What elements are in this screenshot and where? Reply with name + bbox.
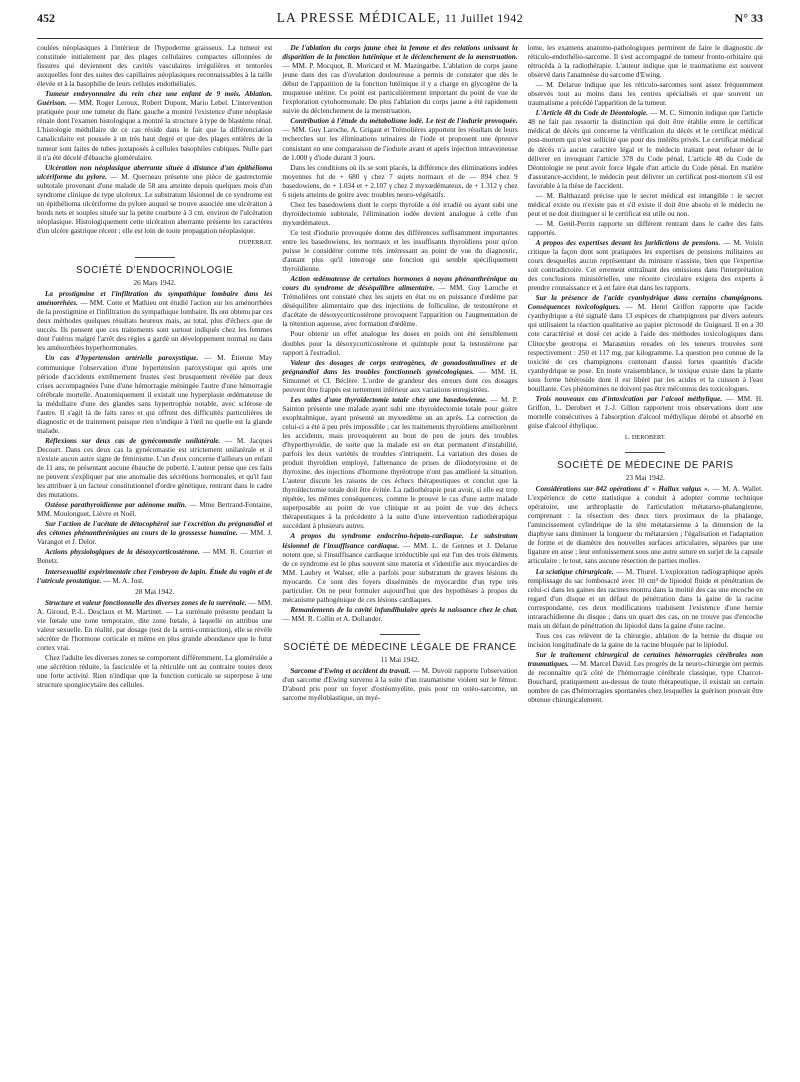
communication: [528, 109, 763, 190]
communication-title: La sciatique chirurgicale.: [535, 567, 614, 576]
communication-title: Sur le traitement chirurgical de certaines hémorragies cérébrales non traumatiques.: [527, 650, 763, 668]
section-heading: SOCIÉTÉ DE MÉDECINE LÉGALE DE FRANCE: [283, 641, 517, 653]
paragraph: coulées néoplasiques à l'intérieur de l'hypoderme graisseux. La tumeur est constituée initialement par des plages cellulaires compactes sillonnées de fissures qui deviennent des cavités vasculaires irrégulières et tentorées auxquelles font des suites des capillaires néoplasiques reconnaissables à la taille élevée et à la basophilie de leurs cellules endothéliales.: [37, 44, 273, 89]
communication-body: — MM. R. Courrier et Benetz.: [37, 548, 273, 566]
communication-title: Ulcération non néoplasique aberrante située à distance d'un épithélioma ulcériforme du pylore.: [37, 163, 273, 181]
paragraph: Chez les basedowiens dont le corps thyroïde a été irradié ou ayant subi une thyroïdectomie subtotale, l'élimination iodée devient analogue à celle d'un myxœdémateux.: [282, 200, 518, 227]
communication-body: — MM. Guy Laroche, A. Grigaut et Trémolières apportent les résultats de leurs recherches sur les éliminations urinaires de l'iode et proposent une épreuve consistant en une comparaison de l'iodurie avant et après injection intraveineuse de 1.000 γ d'iode durant 3 jours.: [282, 126, 518, 162]
communication: [528, 239, 763, 293]
communication: [37, 520, 272, 547]
communication-body: — M. Marcel David. Les progrès de la neuro-chirurgie ont permis de reconnaître qu'à côté de l'hémorragie cérébrale classique, type Charcot-Bouchard, pratiquement au-dessus de toute thérapeutique, il existait un certain nombre de cas d'hémorragies spontanées chez lesquelles la guérison pouvait être obtenue chirurgicalement.: [527, 660, 763, 705]
communication-body: — MM. H. Simonnet et Cl. Béclère. L'ordre de grandeur des erreurs dont ces dosages peuvent être frappés est nettement inférieur aux variations enregistrées.: [282, 367, 518, 394]
communication: [282, 359, 517, 395]
section-divider: [135, 257, 175, 258]
page-number: 452: [37, 11, 55, 25]
section-divider: [380, 634, 420, 635]
session-date: 11 Mai 1942.: [380, 655, 420, 664]
communication-body: — M. Étienne May communique l'observation d'une hypertension paroxystique qui après une période d'accidents extrêmement frustes s'est brusquement révélée par deux crises accompagnées l'une d'une hémorragie méningée l'autre d'une hémorragie cérébrale mortelle. Anatomiquement il existait une hyperplasie œdémateuse de la médullaire d'une des glandes sans hypertrophie notable, avec sclérose de l'autre. Il s'agit là de faits rares et qui offrent des difficultés particulières de diagnostic et de traitement puisque rien n'indique à l'œil nu quelle est la glande malade.: [37, 354, 273, 435]
paragraph: — M. Genil-Perrin rapporte un différent rentrant dans le cadre des faits rapportés.: [527, 219, 763, 237]
communication: [37, 90, 272, 162]
communication-title: Considérations sur 842 opérations d' « Hallux valgus ».: [535, 485, 710, 494]
communication-body: — MM. Cotte et Mathieu ont étudié l'action sur les aménorrhées de la prostigmine et l'infiltration du sympathique lombaire. Ils ont obtenu par ces deux méthodes quelques résultats heureux mais, au total, plus d'échecs que de succès. Ils pensent que ces traitements sont surtout indiqués chez les femmes dont l'utérus malgré l'arrêt des règles a gardé un développement normal ou dans les aménorrhées hyperhormonales.: [37, 299, 273, 353]
communication: [37, 568, 272, 586]
communication: [37, 437, 272, 500]
communication-body: — MM. P. Mocquot, R. Moricard et M. Mazingarbe. L'ablation de corps jaune jeune dans des cas d'ovulation douloureuse a permis de constater que dès le début de l'apparition de la fonction lutéinique il y a charge en glycogène de la muqueuse utérine. Ce point est particulièrement important du point de vue de l'exploration cytohormonale. De plus l'ablation du corps jaune a été rapidement suivie du déclenchement de la menstruation.: [282, 62, 518, 116]
communication-title: Les suites d'une thyroïdectomie totale chez une basedowienne.: [290, 395, 488, 404]
communication: [37, 290, 272, 353]
author-signature: L. DEROBERT.: [624, 433, 666, 441]
communication-title: Structure et valeur fonctionnelle des diverses zones de la surrénale.: [45, 598, 247, 607]
communication: [37, 164, 272, 236]
communication-body: — MM. Guy Laroche et Trémolières ont constaté chez les sujets en état ou en puissance d'œdème par déséquilibre alimentaire que des injections de folliculine, de testostérone et d'acétate de désoxycorticostérone provoquent l'apparition ou l'augmentation de la rétention aqueuse, avec formation d'œdème.: [282, 284, 518, 329]
communication: [528, 294, 763, 394]
communication-title: Sur la présence de l'acide cyanhydrique dans certains champignons. Conséquences toxicologiques.: [527, 294, 763, 312]
communication: [282, 667, 517, 703]
communication: [528, 485, 763, 566]
communication-title: Remaniements de la cavité infundibulaire après la naissance chez le chat.: [290, 605, 518, 614]
communication-title: A propos du syndrome endocrino-hépato-cardiaque. Le substratum lésionnel de l'insuffisance cardiaque.: [282, 532, 518, 550]
communication: [528, 568, 763, 631]
communication: [37, 548, 272, 566]
column-left: [37, 44, 272, 706]
paragraph: Ce test d'iodurie provoquée donne des différences suffisamment importantes entre les basedowiens, les normaux et les insuffisants thyroïdiens pour qu'on puisse le considérer comme très intéressant au point de vue du diagnostic, d'autant plus qu'il interroge une fonction qui semble spécifiquement thyroïdienne.: [282, 228, 518, 274]
communication-body: — MM. R. Collin et A. Dollander.: [282, 614, 383, 623]
section-divider: [625, 452, 665, 453]
communication: [282, 275, 517, 329]
communication: [282, 117, 517, 162]
communication: [37, 501, 272, 519]
session-date: 23 Mai 1942.: [625, 473, 665, 483]
communication-title: La prostigmine et l'infiltration du sympathique lombaire dans les aménorrhées.: [37, 290, 273, 308]
communication-body: — M. A. Wallet. L'expérience de cette statistique a conduit à adopter comme technique opératoire, une arthroplastie de l'articulation métatarso-phalangienne, comprenant : la résection des deux tiers proximaux de la phalange, l'amincissement cylindrique de la tête métatarsienne à la dimension de la diaphyse sans diminuer la longueur du métatarsien ; l'égalisation et l'adaptation de forme et de diamètre des nouvelles surfaces articulaires, séparées par une ligature en anse ; leur enfouissement sous une autre suture en surjet de la capsule articulaire : le tout, sans aucune résection de parties molles.: [527, 485, 763, 566]
communication-body: — M. Voisin critique la façon dont sont pratiquées les expertises de pensions militaires au cours desquelles aucun représentant du ministre n'assiste, bien que l'expertise soit contradictoire. Cet errement entraînant des omissions dans l'interprétation des conclusions ministérielles, une récente circulaire exigera des experts à prendre connaissance et à en faire état dans les rapports.: [527, 238, 763, 293]
communication-title: Réflexions sur deux cas de gynécomastie unilatérale.: [45, 436, 221, 445]
communication-body: — M. Thurel. L'exploration radiographique après remplissage du sac lombosacré avec 10 cm³ de lipiodol fluide et pénétration de celui-ci dans les gaines des racines montra dans la moitié des cas une encoche en regard d'un disque et un défaut de pénétration dans la gaine de la racine correspondante, ces deux modifications traduisent l'existence d'une hernie intrarachidienne du disque ; dans un quart des cas, on ne trouve pas d'encoche mais un défaut de pénétration du lipiodol dans la gaine d'une racine.: [527, 567, 763, 630]
issue-number: N° 33: [734, 11, 763, 25]
communication-title: Contribution à l'étude du métabolisme iodé. Le test de l'iodurie provoquée.: [290, 117, 518, 126]
communication-title: Tumeur embryonnaire du rein chez une enfant de 9 mois. Ablation. Guérison.: [37, 90, 273, 108]
section-heading: SOCIÉTÉ DE MÉDECINE DE PARIS: [557, 460, 734, 472]
communication: [528, 651, 763, 705]
communication-body: — M. A. Jost.: [101, 576, 144, 585]
journal-name: LA PRESSE MÉDICALE,: [276, 10, 441, 25]
communication-body: — M. Jacques Decourt. Dans ces deux cas la gynécomastie est strictement unilatérale et il n'existe aucun autre signe de féminisme. L'un d'eux concerne d'ailleurs un enfant de 11 ans, ne présentant aucune ébauche de puberté. L'auteur pense que ces faits ne peuvent s'expliquer par une anomalie des sécrétions hormonales, et qu'il faut les attribuer à un facteur constitutionnel d'ordre génétique, rentrant dans le cadre des mutations.: [37, 436, 273, 500]
section-heading: SOCIÉTÉ D'ENDOCRINOLOGIE: [76, 265, 234, 277]
communication-title: Trois nouveaux cas d'intoxication par l'alcool méthylique.: [535, 394, 723, 403]
communication-title: Actions physiologiques de la désoxycorticostérone.: [45, 548, 200, 557]
communication: [282, 532, 517, 604]
communication-body: — MM. Roger Leroux, Robert Dupont, Mario Lebel. L'intervention pratiquée pour une tumeur du flanc gauche a montré l'existence d'une néoplasie rénale dont l'examen histologique a montré la structure à type de blastème rénal. L'histologie médullaire de ce cas réside dans le fait que la différenciation canaliculaire est poussée à un très haut degré et que des plages entières de la tumeur sont faites de tubes juxtaposés à cellules basophiles cubiques. Nulle part il n'a été décelé d'ébauche glomérulaire.: [37, 99, 273, 162]
communication: [37, 354, 272, 435]
communication: [37, 599, 272, 653]
communication: [282, 606, 517, 624]
issue-date: 11 Juillet 1942: [444, 11, 524, 25]
communication: [282, 396, 517, 532]
communication-title: Sur l'action de l'acétate de détocophérol sur l'excrétion du prégnandiol et des cétones phénanthréniques au cours de la grossesse humaine.: [37, 520, 273, 538]
communication-body: — MM. J. Varangot et J. Delor.: [37, 529, 273, 547]
paragraph: Pour obtenir un effet analogue les doses en poids ont été sensiblement doubles pour la désoxycorticostérone et quintuple pour la testostérone par rapport à l'estradiol.: [282, 330, 518, 357]
paragraph: Chez l'adulte les diverses zones se comportent différemment. La glomérulée a une sécrétion réduite, la fasciculée et la réticulée ont au contraire toutes deux une forte activité. Rien n'indique que la fonction corticale se superpose à une structure spongiocytaire des cellules.: [37, 653, 273, 690]
communication-body: — MM. L. de Gennes et J. Delarue notent que, si l'insuffisance cardiaque irréductible qui est l'un des trois éléments de ce syndrome est le plus souvent sine materia et s'identifie aux myocardies de MM. Laubry et Walser, elle a parfois pour substratum de graves lésions du myocarde. Ce sont des foyers disséminés de myocardite d'un type très particulier. On ne peut formuler aujourd'hui que des hypothèses à propos du mécanisme pathogénique de ces lésions cardiaques.: [282, 541, 518, 604]
communication: [528, 395, 763, 431]
communication-title: Action œdémateuse de certaines hormones à noyau phénanthrénique au cours du syndrome de déséquilibre alimentaire.: [282, 275, 518, 293]
session-date: 26 Mars 1942.: [133, 278, 176, 288]
communication-title: Ostéose parathyroïdienne par adénome malin.: [45, 501, 187, 510]
paragraph: lome, les examens anatomo-pathologiques permirent de faire le diagnostic de réticulo-endothélio-sarcome. Il s'est accompagné de tumeur fronto-orbitaire qui rétrocéda à la radiothérapie. L'auteur indique que le traumatisme est souvent observé dans l'anamnèse du sarcome d'Ewing.: [527, 44, 763, 80]
column-right: [528, 44, 763, 706]
communication-body: — M. C. Simonin indique que l'article 48 ne fait pas ressortir la distinction qui doit être établie entre le certificat médical de décès qui concerne la vérification du décès et le certificat médical post-mortem qui n'est sollicité que pour des intérêts privés. Le certificat médical de décès n'a aucun caractère légal et le médecin traitant peut refuser de le délivrer en invoquant l'article 378 du Code pénal. L'article 48 du Code de Déontologie ne peut avoir force légale d'un article du Code pénal. En matière d'assurance-accident, le médecin peut délivrer un certificat post-mortem s'il est favorable à la thèse de l'accident.: [527, 109, 763, 190]
communication-title: A propos des expertises devant les juridictions de pensions.: [535, 238, 721, 247]
communication-title: Sarcome d'Ewing et accident du travail.: [290, 667, 411, 676]
column-middle: [282, 44, 517, 706]
communication-body: — M. Henri Griffon rapporte que l'acide cyanhydrique a été signalé dans 13 espèces de champignons par divers auteurs qui utilisaient la réaction qualitative au papier picrosodé de Guignard. Il en a 30 cote caractérisé et dosé cet acide à l'aide des méthodes toxicologiques dans Clitocybe geotropa et Marasmius oreades où les teneurs trouvées sont respectivement : 250 et 117 mg. par kilogramme. La question peu connue de la toxicité de ces champignons contenant d'aussi fortes quantités d'acide cyanhydrique se pose. En toute vraisemblance, le toxique existe dans la plante sous forme hétéroside dont il est libéré par les acides et la cuisson à l'eau bouillante. Ces phénomènes ne doivent pas être méconnus des toxicologues.: [527, 303, 763, 393]
communication-body: — MM. A. Giroud, P.-L. Desclaux et M. Martinet. — La surrénale présente pendant la vie fœtale une zone temporaire, dite zone fœtale, à laquelle on attribue une valeur sexuelle. En réalité, par dosage (test de la semi-contraction), elle se révèle sécréter de l'hormone corticale et même en plus grande abondance que le futur cortex vrai.: [37, 598, 273, 652]
communication-title: Intersexualité expérimentale chez l'embryon de lapin. Étude du vagin et de l'utricule prostatique.: [37, 567, 273, 585]
article-columns: [37, 44, 763, 706]
communication-body: — M. Querneau présente une pièce de gastrectomie subtotale provenant d'une malade de 58 ans atteinte depuis quelques mois d'un syndrome clinique de type ulcéreux. Le substratum lésionnel de ce syndrome est un épithélioma ulcériforme du pylore auquel se trouve associée une ulcération à bords nets et souples située sur la petite courbure à 3 cm. environ de l'ulcération néoplasique. Histologiquement cette ulcération aberrante présente les caractères d'un ulcère gastrique récent ; elle est loin de toute propagation néoplasique.: [37, 172, 273, 235]
running-header: [37, 10, 763, 39]
communication-title: Un cas d'hypertension artérielle paroxystique.: [45, 354, 199, 363]
paragraph: — M. Delarue indique que les réticulo-sarcomes sont assez fréquemment observés tout au moins dans les centres spécialisés et que souvent un traumatisme a précédé l'apparition de la tumeur.: [527, 81, 763, 108]
communication-body: — M. P. Sainton présente une malade ayant subi une thyroïdectomie totale pour goitre exophtalmique, ayant présenté un myxœdème un an après. La correction de celui-ci a été à peu près impossible ; car les traitements thyroïdiens améliorèrent les accidents, mais provoquèrent au bout de peu de jours des troubles d'hyperthyroïdie, de sorte que la malade est en état permanent d'instabilité, parfois les deux variétés de troubles s'intriquent. La variation des doses de produit thyroïdien employé, l'alternance de prises de diïodotyrosine et de thyroxine, des injections d'hormone thyréotrope n'ont pas amélioré la situation. L'auteur discute les raisons de ces échecs thérapeutiques et conclut que la thyroïdectomie totale doit être évitée. La radiothérapie peut avoir, si elle est trop répétée, les mêmes conséquences, comme le prouve le cas d'une autre malade superposable au point de vue clinique et au point de vue des échecs thérapeutiques à la précédente à la suite d'une intervention radiothérapique succédant à plusieurs autres.: [282, 395, 518, 531]
paragraph: — M. Balthazard précise que le secret médical est intangible : le secret médical existe ou n'existe pas et s'il existe il doit être absolu et le médecin ne peut et ne doit distinguer si le certificat est utile ou non.: [527, 191, 763, 218]
journal-title: [277, 10, 523, 26]
communication-body: — M. Duvoir rapporte l'observation d'un sarcome d'Ewing survenu à la suite d'un traumatisme violent sur le fémur. D'abord pris pour un foyer d'ostéomyélite, puis pour un ostéo-sarcome, un sarcome myéloblastique, un myé-: [282, 667, 518, 703]
communication-title: Valeur des dosages de corps œstrogènes, de gonadostimulines et de prégnandiol dans les troubles fonctionnels gynécologiques.: [282, 358, 518, 376]
communication-title: De l'ablation du corps jaune chez la femme et des relations unissant la disparition de la fonction lutéinique et le déclenchement de la menstruation.: [282, 44, 518, 62]
author-signature: DUPERRAT.: [238, 238, 273, 246]
communication-body: — MM. H. Griffon, L. Derobert et J.-J. Gillon rapportent trois observations dont une mortelle consécutives à l'absorption d'alcool méthylique dérobé et absorbé en guise d'alcool éthylique.: [527, 394, 763, 430]
communication-title: L'Article 48 du Code de Déontologie.: [535, 109, 648, 118]
paragraph: Dans les conditions où ils se sont placés, la différence des éliminations iodées moyennes fut de + 680 γ chez 7 sujets normaux et de — 894 chez 9 basedowiens, de + 1.034 et + 2.107 γ chez 2 myxœdémateux, de + 1.312 γ chez 6 sujets atteints de goitre avec troubles neuro-végétatifs.: [282, 163, 518, 199]
communication: [282, 44, 517, 116]
session-date: 28 Mai 1942.: [135, 586, 175, 596]
paragraph: Tous ces cas relèvent de la chirurgie, ablation de la hernie du disque ou incision longitudinale de la gaine de la racine bloquée par le lipiodol.: [527, 631, 763, 649]
communication-body: — Mme Bertrand-Fontaine, MM. Moulonguet, Lièvre et Noël.: [37, 501, 273, 519]
